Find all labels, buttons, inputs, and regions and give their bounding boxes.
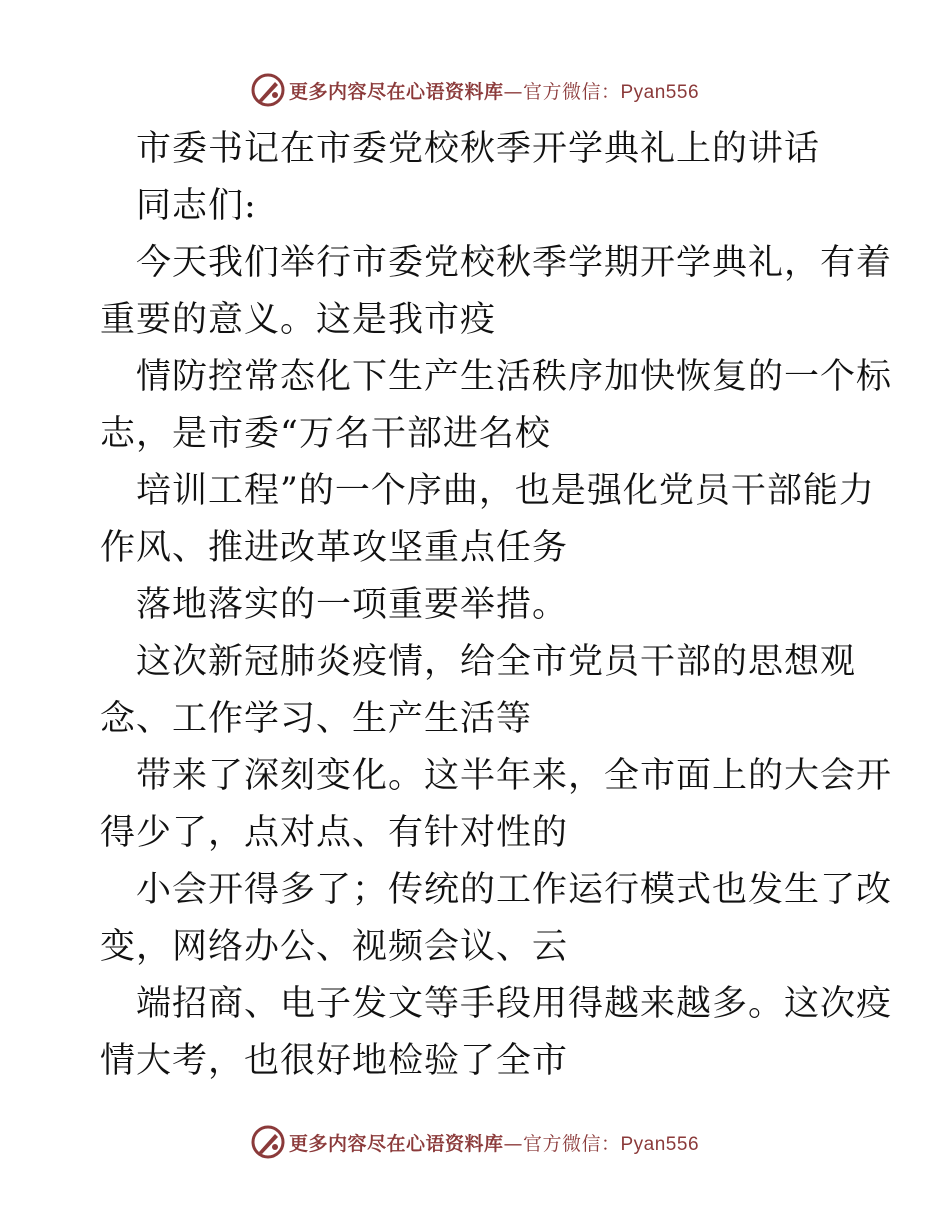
banner-dash: — — [503, 1132, 523, 1155]
banner-account: Pyan556 — [620, 1133, 700, 1155]
banner-main-text: 更多内容尽在心语资料库 — [288, 80, 504, 103]
text-line: 念、工作学习、生产生活等 — [100, 699, 533, 739]
header-watermark-banner — [0, 70, 950, 110]
quill-pen-logo-icon — [251, 73, 285, 107]
banner-dash: — — [503, 80, 523, 103]
text-line: 作风、推进改革攻坚重点任务 — [100, 528, 569, 568]
banner-main-text: 更多内容尽在心语资料库 — [288, 1132, 504, 1155]
text-line: 这次新冠肺炎疫情，给全市党员干部的思想观 — [136, 642, 857, 682]
banner-text — [289, 1129, 699, 1156]
text-line: 重要的意义。这是我市疫 — [100, 300, 497, 340]
text-line: 变，网络办公、视频会议、云 — [100, 927, 569, 967]
banner-sub-text: 官方微信： — [522, 1132, 621, 1155]
text-line: 培训工程”的一个序曲，也是强化党员干部能力 — [136, 471, 875, 511]
text-line: 得少了，点对点、有针对性的 — [100, 813, 569, 853]
quill-pen-logo-icon — [251, 1125, 285, 1159]
text-line: 今天我们举行市委党校秋季学期开学典礼，有着 — [136, 243, 893, 283]
text-line: 情大考，也很好地检验了全市 — [100, 1041, 569, 1081]
salutation: 同志们: — [136, 186, 257, 226]
document-title: 市委书记在市委党校秋季开学典礼上的讲话 — [136, 129, 821, 169]
banner-text — [289, 77, 699, 104]
text-line: 小会开得多了；传统的工作运行模式也发生了改 — [136, 870, 893, 910]
footer-watermark-banner — [0, 1122, 950, 1162]
text-line: 志，是市委“万名干部进名校 — [100, 414, 551, 454]
text-line: 带来了深刻变化。这半年来，全市面上的大会开 — [136, 756, 893, 796]
banner-sub-text: 官方微信： — [522, 80, 621, 103]
text-line: 情防控常态化下生产生活秩序加快恢复的一个标 — [136, 357, 893, 397]
text-line: 落地落实的一项重要举措。 — [136, 585, 569, 625]
banner-account: Pyan556 — [620, 81, 700, 103]
text-line: 端招商、电子发文等手段用得越来越多。这次疫 — [136, 984, 893, 1024]
